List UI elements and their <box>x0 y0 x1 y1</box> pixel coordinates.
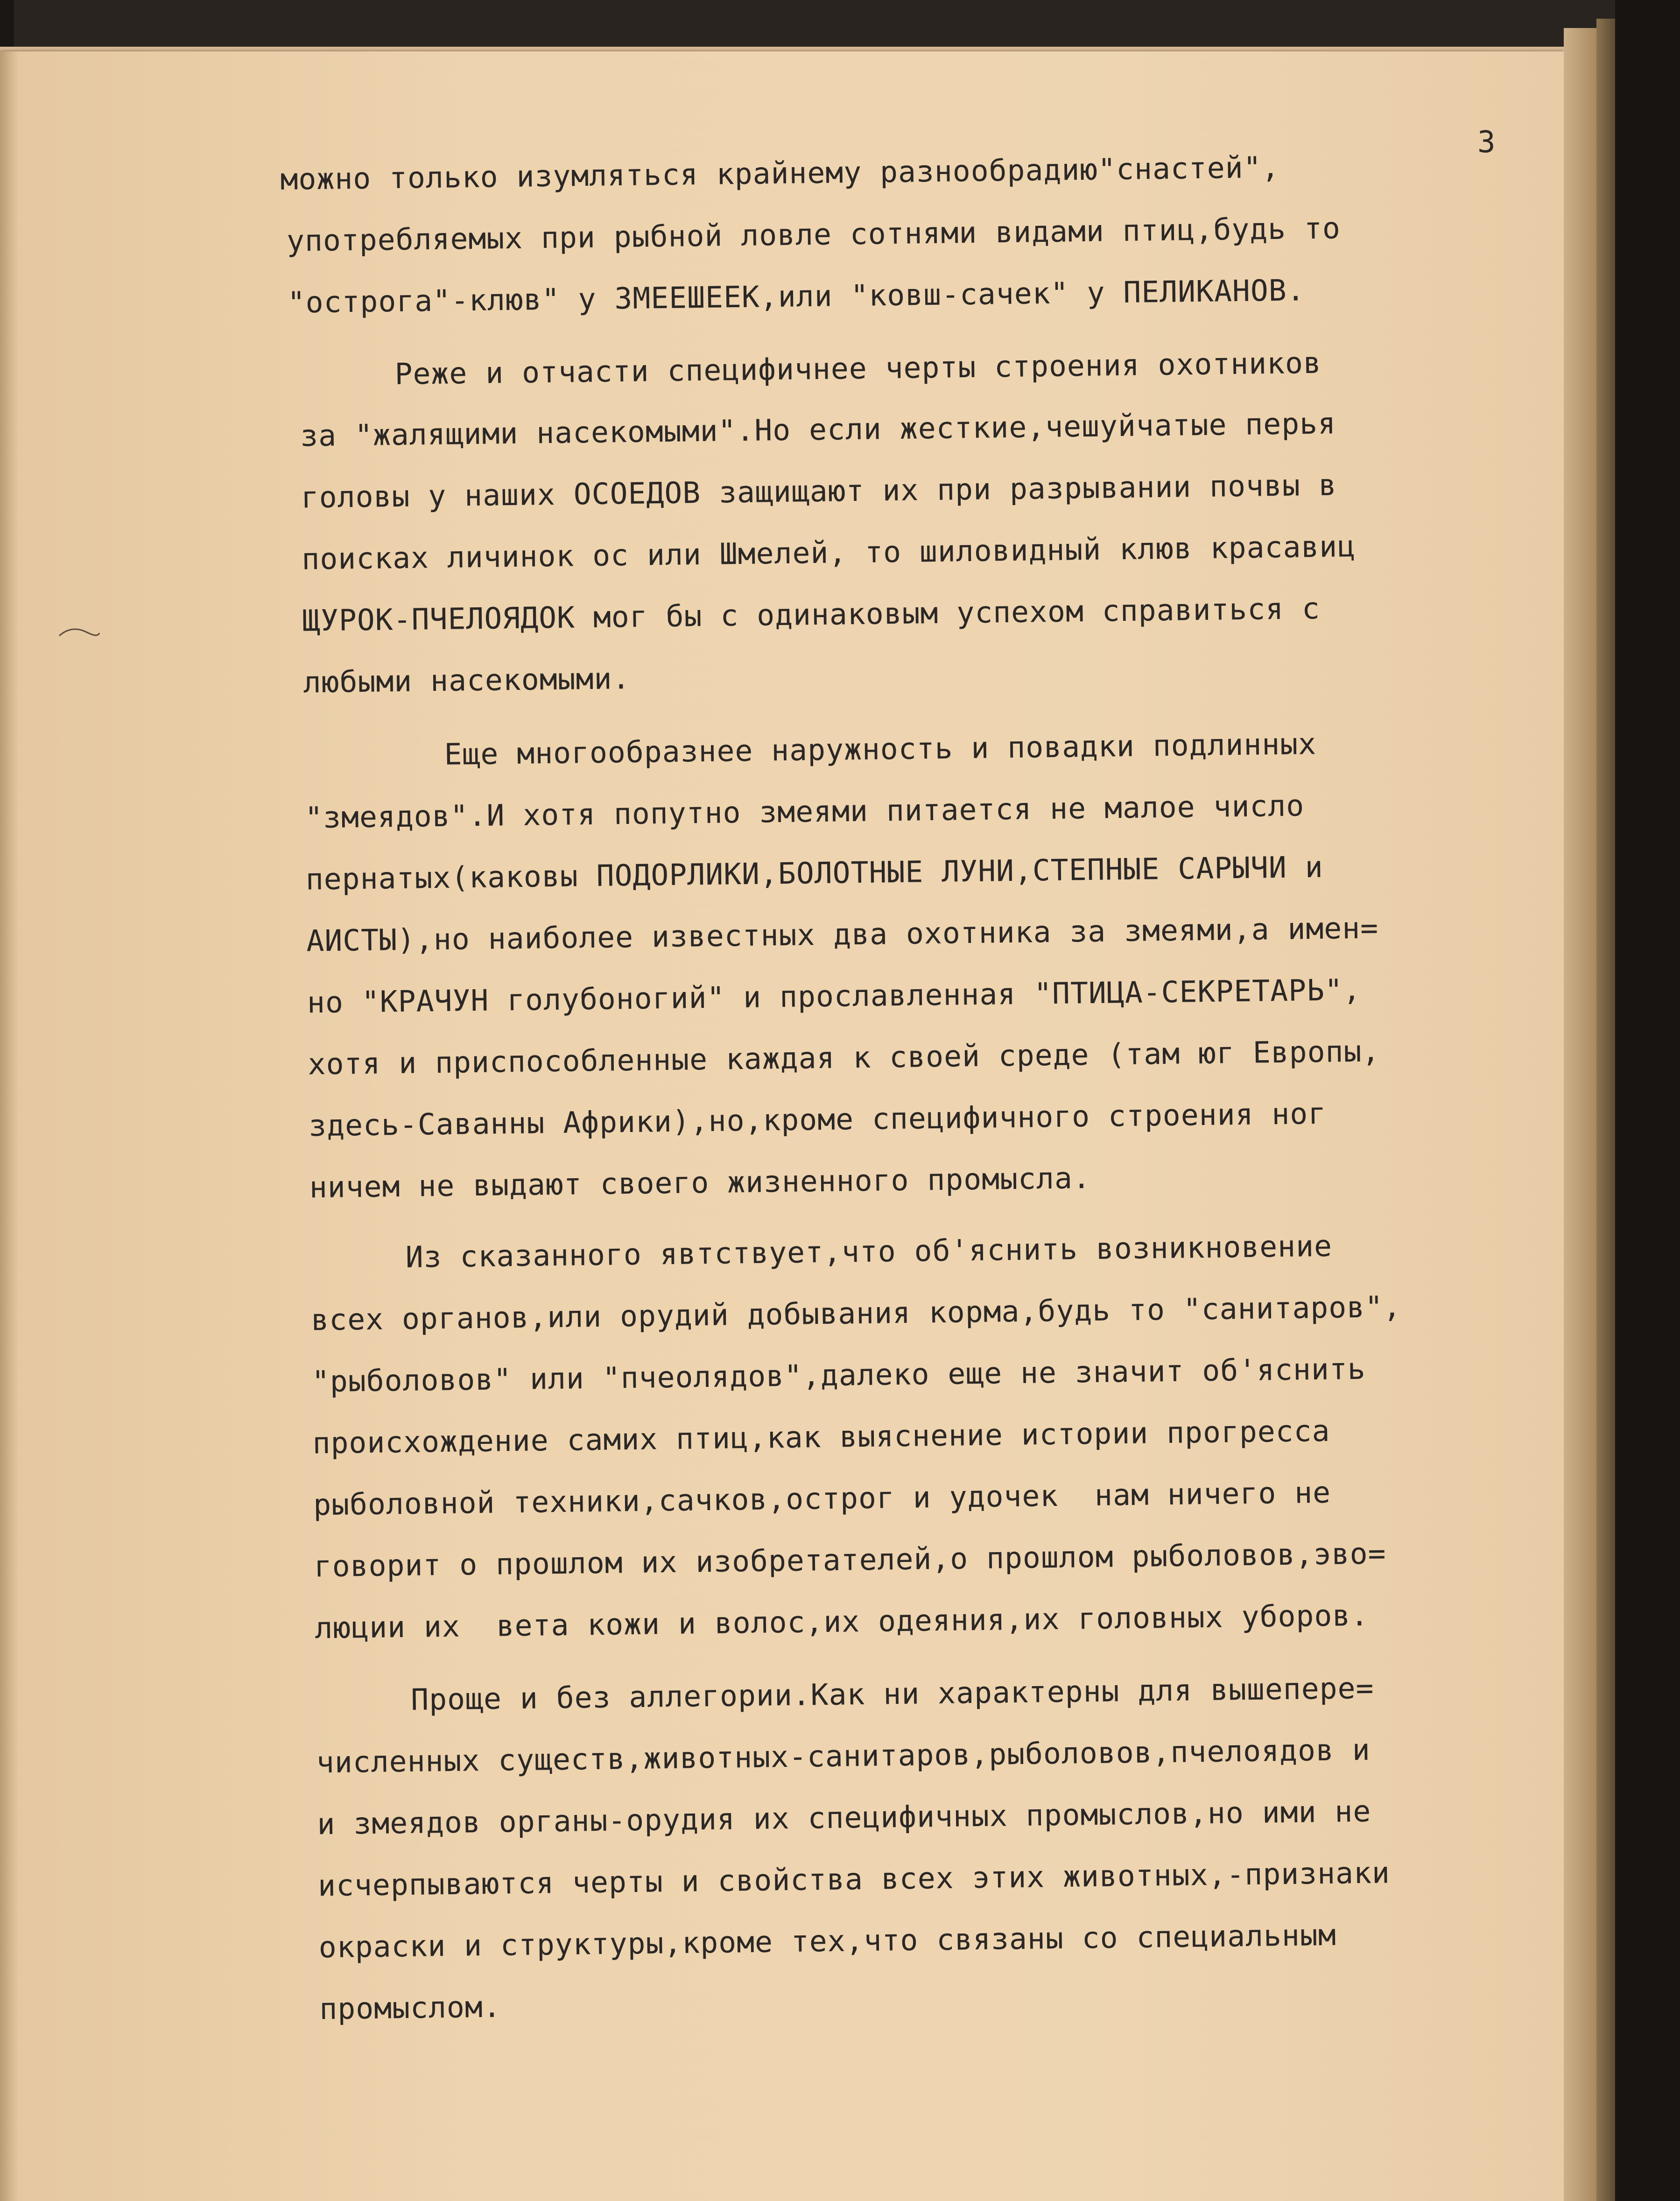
text-line: говорит о прошлом их изобретателей,о прошлом рыболовов,эво= <box>314 1536 1386 1584</box>
text-line: головы у наших ОСОЕДОВ защищают их при разрывании почвы в <box>301 468 1337 515</box>
text-line: Проще и без аллегории.Как ни характерны для вышепере= <box>410 1671 1374 1717</box>
text-line: поисках личинок ос или Шмелей, то шиловидный клюв красавиц <box>301 529 1356 577</box>
text-line: АИСТЫ),но наиболее известных два охотника за змеями,а имен= <box>306 911 1379 958</box>
text-line: всех органов,или орудий добывания корма,будь то "санитаров", <box>310 1289 1402 1337</box>
text-line: исчерпываются черты и свойства всех этих животных,-признаки <box>317 1856 1391 1903</box>
page-number: 3 <box>1477 125 1496 160</box>
text-line: за "жалящими насекомыми".Но если жесткие,чешуйчатые перья <box>300 406 1336 453</box>
text-line: Из сказанного явтствует,что об'яснить возникновение <box>405 1229 1333 1274</box>
text-line: пернатых(каковы ПОДОРЛИКИ,БОЛОТНЫЕ ЛУНИ,СТЕПНЫЕ САРЫЧИ и <box>305 850 1324 897</box>
left-fold-shadow <box>0 51 19 2201</box>
text-line: численных существ,животных-санитаров,рыболовов,пчелоядов и <box>316 1732 1371 1780</box>
text-line: "рыболовов" или "пчеолядов",далеко еще не значит об'яснить <box>311 1351 1366 1399</box>
stacked-page-edges-shadow <box>1596 19 1615 2201</box>
text-line: происхождение самих птиц,как выяснение истории прогресса <box>312 1413 1330 1461</box>
text-line: рыболовной техники,сачков,острог и удочек нам ничего не <box>313 1475 1331 1522</box>
text-line: люции их вета кожи и волос,их одеяния,их головных уборов. <box>314 1598 1369 1645</box>
text-line: ничем не выдают своего жизненного промысла. <box>309 1160 1091 1205</box>
text-line: Реже и отчасти специфичнее черты строения охотников <box>394 345 1322 392</box>
stacked-page-edges <box>1564 28 1596 2201</box>
text-line: можно только изумляться крайнему разнообрадию"снастей", <box>280 150 1280 197</box>
text-line: и змеядов органы-орудия их специфичных промыслов,но ими не <box>317 1794 1371 1842</box>
text-line: хотя и приспособленные каждая к своей среде (там юг Европы, <box>308 1034 1380 1082</box>
text-line: Еще многообразнее наружность и повадки подлинных <box>444 726 1317 772</box>
text-line: но "КРАЧУН голубоногий" и прославленная "ПТИЦА-СЕКРЕТАРЬ", <box>307 972 1362 1020</box>
text-line: здесь-Саванны Африки),но,кроме специфичного строения ног <box>308 1096 1327 1143</box>
text-line: окраски и структуры,кроме тех,что связаны со специальным <box>318 1918 1337 1965</box>
text-line: любыми насекомыми. <box>303 661 631 700</box>
text-line: "острога"-клюв" у ЗМЕЕШЕЕК,или "ковш-сачек" у ПЕЛИКАНОВ. <box>287 273 1306 320</box>
text-line: употребляемых при рыбной ловле сотнями видами птиц,будь то <box>286 211 1341 258</box>
text-line: ЩУРОК-ПЧЕЛОЯДОК мог бы с одинаковым успехом справиться с <box>302 591 1321 638</box>
background-right <box>1615 0 1680 2201</box>
pencil-mark <box>58 626 100 640</box>
text-line: "змеядов".И хотя попутно змеями питается не малое число <box>304 788 1305 835</box>
text-line: промыслом. <box>319 1990 502 2026</box>
